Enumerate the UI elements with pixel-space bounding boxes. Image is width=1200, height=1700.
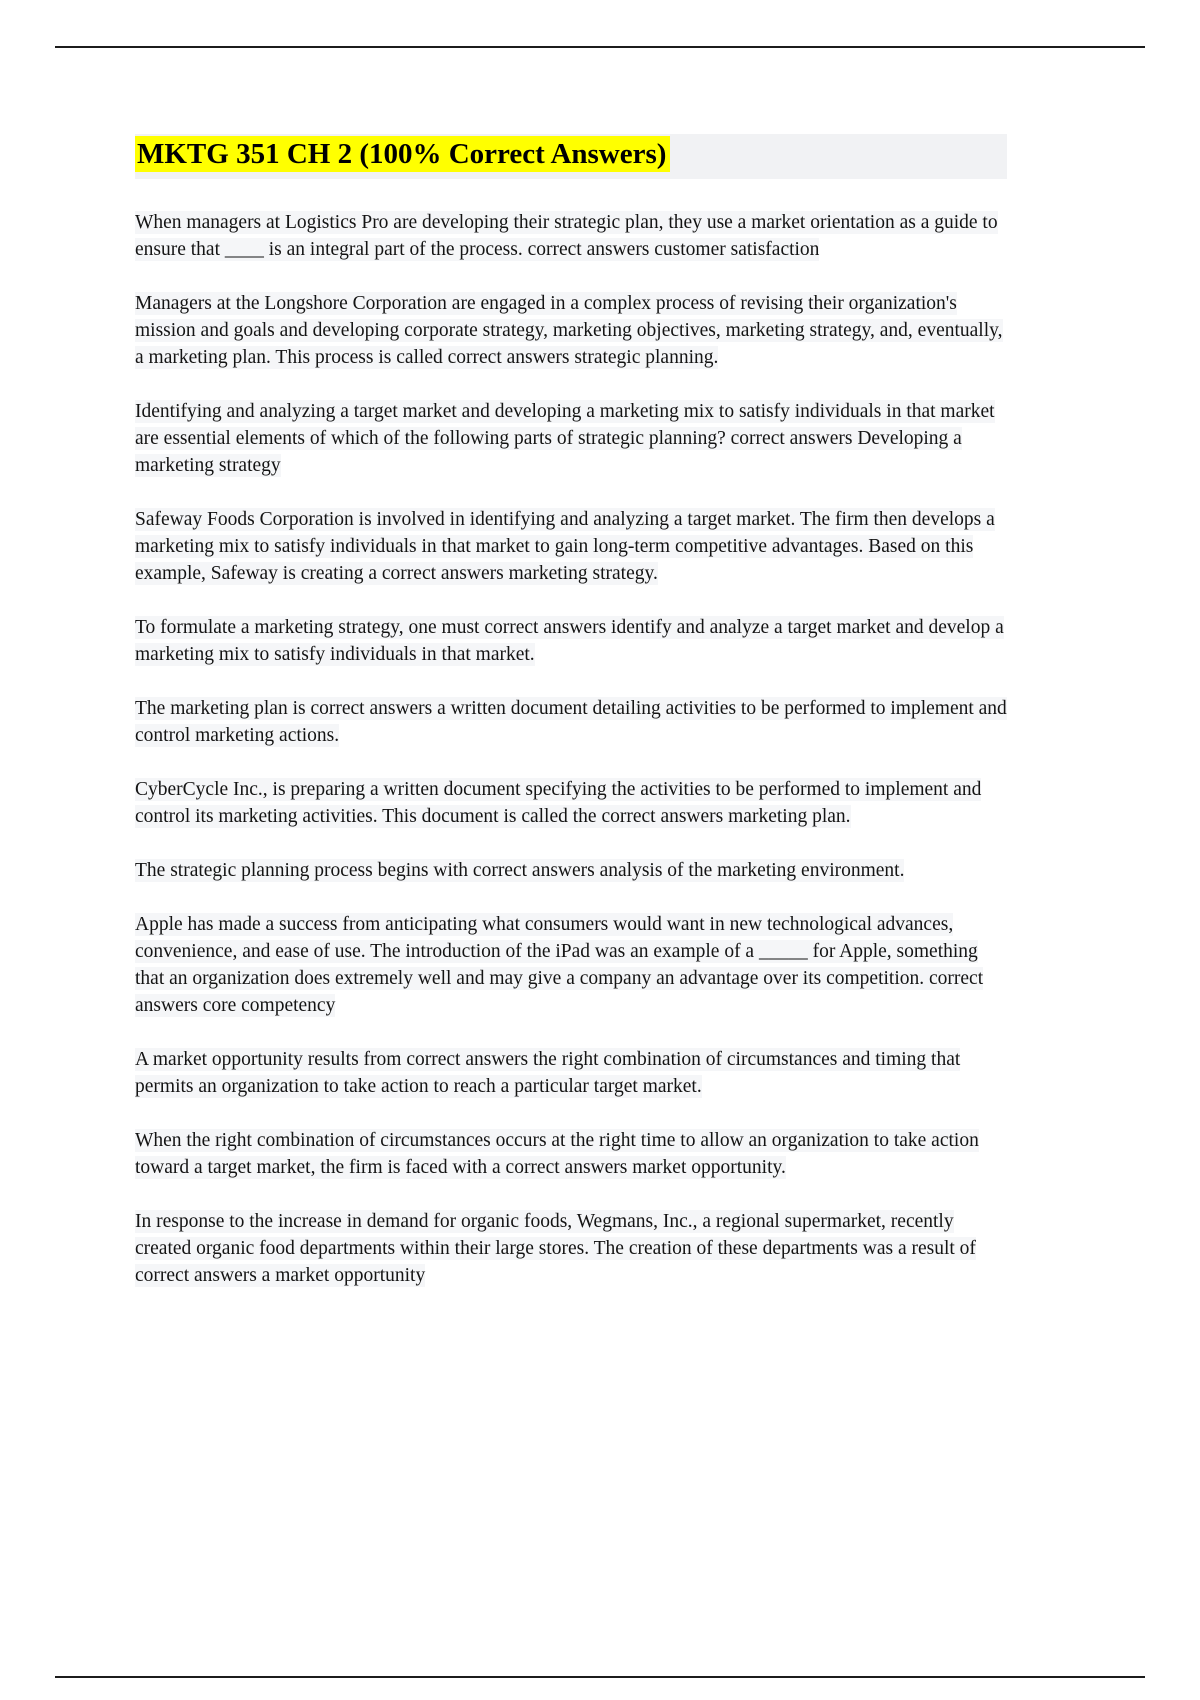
paragraph xyxy=(135,1127,1007,1181)
paragraph-text: A market opportunity results from correct answers the right combination of circumstances and timing that permits an organization to take action to reach a particular target market. xyxy=(135,1049,961,1097)
paragraph-text: Identifying and analyzing a target market and developing a marketing mix to satisfy individuals in that market are essential elements of which of the following parts of strategic planning? correct answers Developing a marketing strategy xyxy=(135,401,995,476)
paragraph xyxy=(135,776,1007,830)
paragraph xyxy=(135,506,1007,587)
paragraph xyxy=(135,209,1007,263)
bottom-border-line xyxy=(55,1676,1145,1678)
document-content xyxy=(135,134,1007,1316)
paragraph-text: When managers at Logistics Pro are developing their strategic plan, they use a market orientation as a guide to ensure that ____ is an integral part of the process. correct answers customer satisfaction xyxy=(135,212,998,260)
title-row xyxy=(135,134,1007,179)
paragraph xyxy=(135,695,1007,749)
paragraph-text: The marketing plan is correct answers a written document detailing activities to be performed to implement and control marketing actions. xyxy=(135,698,1007,746)
paragraph xyxy=(135,1208,1007,1289)
paragraph xyxy=(135,290,1007,371)
paragraph xyxy=(135,614,1007,668)
page-title: MKTG 351 CH 2 (100% Correct Answers) xyxy=(135,136,670,172)
paragraph-text: When the right combination of circumstances occurs at the right time to allow an organization to take action toward a target market, the firm is faced with a correct answers market opportunity. xyxy=(135,1130,979,1178)
paragraph xyxy=(135,857,1007,884)
paragraph xyxy=(135,911,1007,1019)
paragraph-text: Safeway Foods Corporation is involved in identifying and analyzing a target market. The firm then develops a marketing mix to satisfy individuals in that market to gain long-term competitive advantages. Based on this example, Safeway is creating a correct answers marketing strategy. xyxy=(135,509,995,584)
paragraph-text: The strategic planning process begins with correct answers analysis of the marketing environment. xyxy=(135,860,905,881)
paragraph xyxy=(135,1046,1007,1100)
paragraph-text: Apple has made a success from anticipating what consumers would want in new technological advances, convenience, and ease of use. The introduction of the iPad was an example of a _____ for Apple, something that an organization does extremely well and may give a company an advantage over its competition. correct answers core competency xyxy=(135,914,984,1016)
paragraph-text: Managers at the Longshore Corporation are engaged in a complex process of revising their organization's mission and goals and developing corporate strategy, marketing objectives, marketing strategy, and, eventually, a marketing plan. This process is called correct answers strategic planning. xyxy=(135,293,1003,368)
top-border-line xyxy=(55,46,1145,48)
paragraph-text: In response to the increase in demand for organic foods, Wegmans, Inc., a regional supermarket, recently created organic food departments within their large stores. The creation of these departments was a result of correct answers a market opportunity xyxy=(135,1211,976,1286)
paragraph xyxy=(135,398,1007,479)
paragraph-text: To formulate a marketing strategy, one must correct answers identify and analyze a target market and develop a marketing mix to satisfy individuals in that market. xyxy=(135,617,1004,665)
paragraph-text: CyberCycle Inc., is preparing a written document specifying the activities to be performed to implement and control its marketing activities. This document is called the correct answers marketing plan. xyxy=(135,779,982,827)
